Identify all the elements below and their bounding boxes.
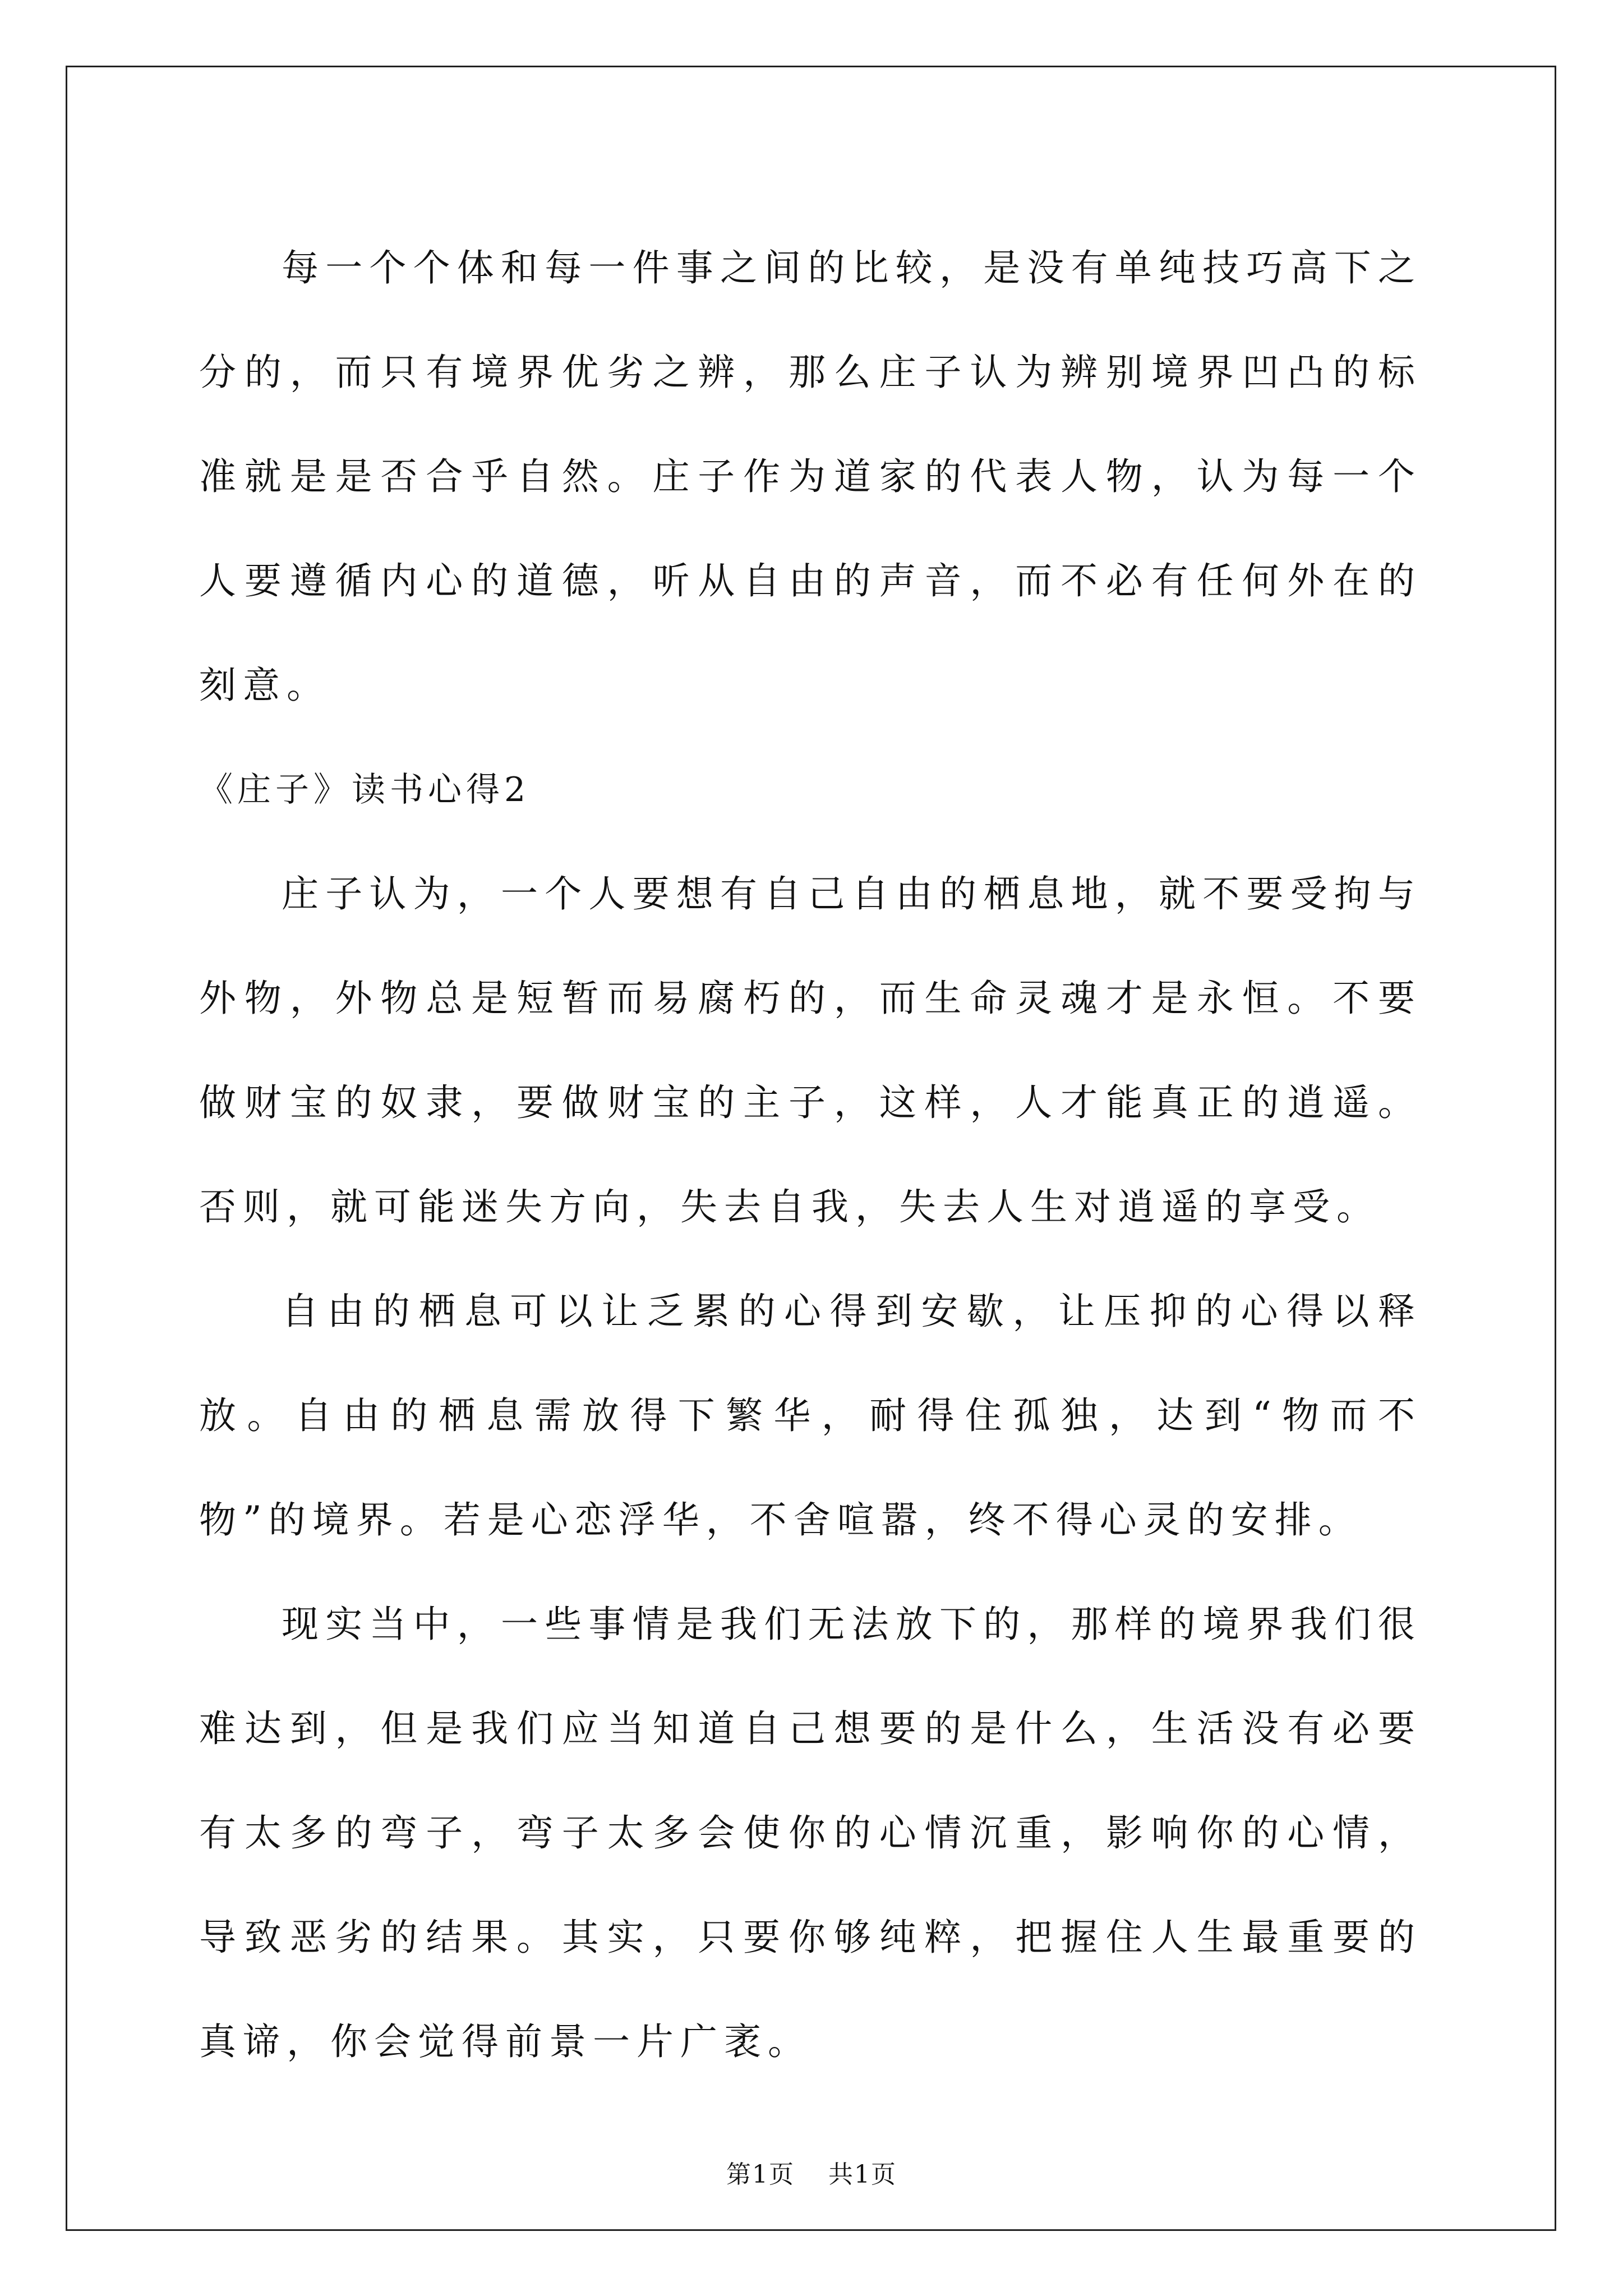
page-number: 第1页 bbox=[726, 2160, 795, 2189]
section-heading: 《庄子》读书心得2 bbox=[199, 770, 531, 809]
page-footer bbox=[0, 2154, 1623, 2190]
paragraph-4: 现实当中，一些事情是我们无法放下的，那样的境界我们很难达到，但是我们应当知道自己想要的是什么，生活没有必要有太多的弯子，弯子太多会使你的心情沉重，影响你的心情，导致恶劣的结果。其实，只要你够纯粹，把握住人生最重要的真谛，你会觉得前景一片广袤。 bbox=[199, 1603, 1422, 2063]
paragraph-3: 自由的栖息可以让乏累的心得到安歇，让压抑的心得以释放。自由的栖息需放得下繁华，耐得住孤独，达到“物而不物”的境界。若是心恋浮华，不舍喧嚣，终不得心灵的安排。 bbox=[199, 1290, 1422, 1542]
paragraph-1: 每一个个体和每一件事之间的比较，是没有单纯技巧高下之分的，而只有境界优劣之辨，那么庄子认为辨别境界凹凸的标准就是是否合乎自然。庄子作为道家的代表人物，认为每一个人要遵循内心的道德，听从自由的声音，而不必有任何外在的刻意。 bbox=[199, 246, 1422, 707]
document-body bbox=[199, 216, 1422, 2094]
page-total: 共1页 bbox=[828, 2160, 897, 2189]
paragraph-2: 庄子认为，一个人要想有自己自由的栖息地，就不要受拘与外物，外物总是短暂而易腐朽的，而生命灵魂才是永恒。不要做财宝的奴隶，要做财宝的主子，这样，人才能真正的逍遥。否则，就可能迷失方向，失去自我，失去人生对逍遥的享受。 bbox=[199, 872, 1422, 1228]
